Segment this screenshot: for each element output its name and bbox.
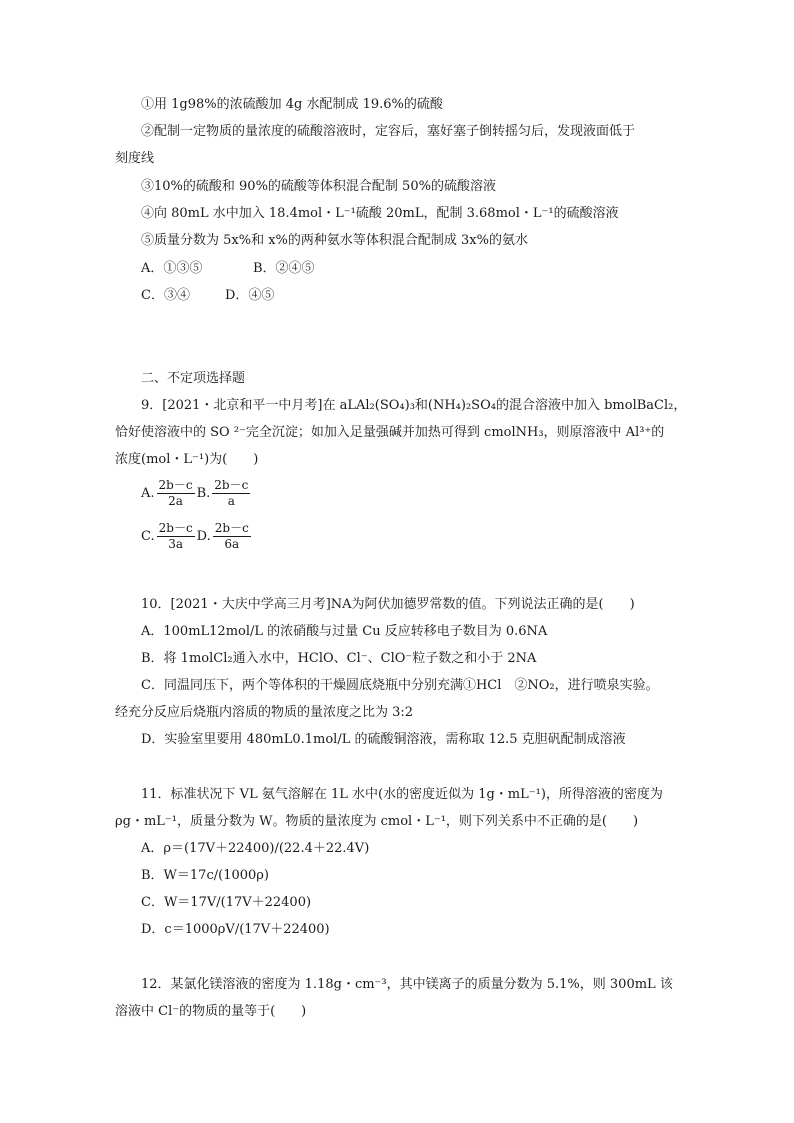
q11-stem-line2: ρg・mL⁻¹，质量分数为 W。物质的量浓度为 cmol・L⁻¹，则下列关系中不正确的是( ) [115,814,639,829]
q11-option-c: C．W＝17V/(17V＋22400) [141,895,312,910]
q12-stem-line1: 12．某氯化镁溶液的密度为 1.18g・cm⁻³，其中镁离子的质量分数为 5.1%，则 300mL 该 [141,977,673,992]
fraction-denominator: a [227,494,235,508]
q10-option-c-cont: 经充分反应后烧瓶内溶质的物质的量浓度之比为 3:2 [115,705,414,720]
q11-stem-line1: 11．标准状况下 VL 氨气溶解在 1L 水中(水的密度近似为 1g・mL⁻¹)，所得溶液的密度为 [141,787,663,802]
q9-option-c-label: C. [141,529,155,544]
q11-option-a: A．ρ＝(17V＋22400)/(22.4＋22.4V) [141,841,370,856]
q9-stem-line2: 恰好使溶液中的 SO ²⁻完全沉淀；如加入足量强碱并加热可得到 cmolNH₃，则原溶液中 Al³⁺的 [115,425,665,440]
q9-option-b-fraction [212,478,250,509]
section-title: 二、不定项选择题 [141,371,246,386]
q8-choice-b: B．②④⑤ [253,261,315,276]
fraction-numerator: 2b－c [158,478,193,492]
fraction-denominator: 2a [168,494,183,508]
q11-option-d: D．c＝1000ρV/(17V＋22400) [141,922,330,937]
q8-choice-a: A．①③⑤ [141,261,203,276]
q10-option-a: A．100mL12mol/L 的浓硝酸与过量 Cu 反应转移电子数目为 0.6NA [141,624,548,639]
q9-options-row1 [141,478,252,509]
fraction-numerator: 2b－c [214,478,249,492]
fraction-numerator: 2b－c [214,521,249,535]
fraction-denominator: 6a [224,537,240,551]
q9-option-d-label: D. [196,529,211,544]
q10-option-b: B．将 1molCl₂通入水中，HClO、Cl⁻、ClO⁻粒子数之和小于 2NA [141,651,537,666]
q8-choice-d: D．④⑤ [225,288,275,303]
q8-statement-2-cont: 刻度线 [115,151,155,166]
q10-option-c: C．同温同压下，两个等体积的干燥圆底烧瓶中分别充满①HCl ②NO₂，进行喷泉实验。 [141,678,659,693]
q9-stem-line3: 浓度(mol・L⁻¹)为( ) [115,452,259,467]
q8-statement-5: ⑤质量分数为 5x%和 x%的两种氨水等体积混合配制成 3x%的氨水 [141,233,528,248]
q10-option-d: D．实验室里要用 480mL0.1mol/L 的硫酸铜溶液，需称取 12.5 克胆矾配制成溶液 [141,732,626,747]
q11-option-b: B．W＝17c/(1000ρ) [141,868,269,883]
fraction-numerator: 2b－c [158,521,193,535]
q8-choice-c: C．③④ [141,288,190,303]
q12-stem-line2: 溶液中 Cl⁻的物质的量等于( ) [115,1004,307,1019]
q8-statement-2: ②配制一定物质的量浓度的硫酸溶液时，定容后，塞好塞子倒转摇匀后，发现液面低于 [141,124,636,139]
q9-option-a-label: A. [141,486,155,501]
fraction-denominator: 3a [168,537,184,551]
q8-statement-1: ①用 1g98%的浓硫酸加 4g 水配制成 19.6%的硫酸 [141,97,443,112]
q9-option-b-label: B. [196,486,211,501]
q8-statement-3: ③10%的硫酸和 90%的硫酸等体积混合配制 50%的硫酸溶液 [141,179,496,194]
q9-stem-line1: 9．[2021・北京和平一中月考]在 aLAl₂(SO₄)₃和(NH₄)₂SO₄的混合溶液中加入 bmolBaCl₂， [141,398,687,413]
q9-option-d-fraction [213,521,251,552]
q9-option-c-fraction [157,521,195,552]
q8-statement-4: ④向 80mL 水中加入 18.4mol・L⁻¹硫酸 20mL，配制 3.68mol・L⁻¹的硫酸溶液 [141,206,619,221]
q9-options-row2 [141,521,253,552]
q10-stem: 10．[2021・大庆中学高三月考]NA为阿伏加德罗常数的值。下列说法正确的是( ) [141,597,635,612]
q9-option-a-fraction [157,478,195,509]
